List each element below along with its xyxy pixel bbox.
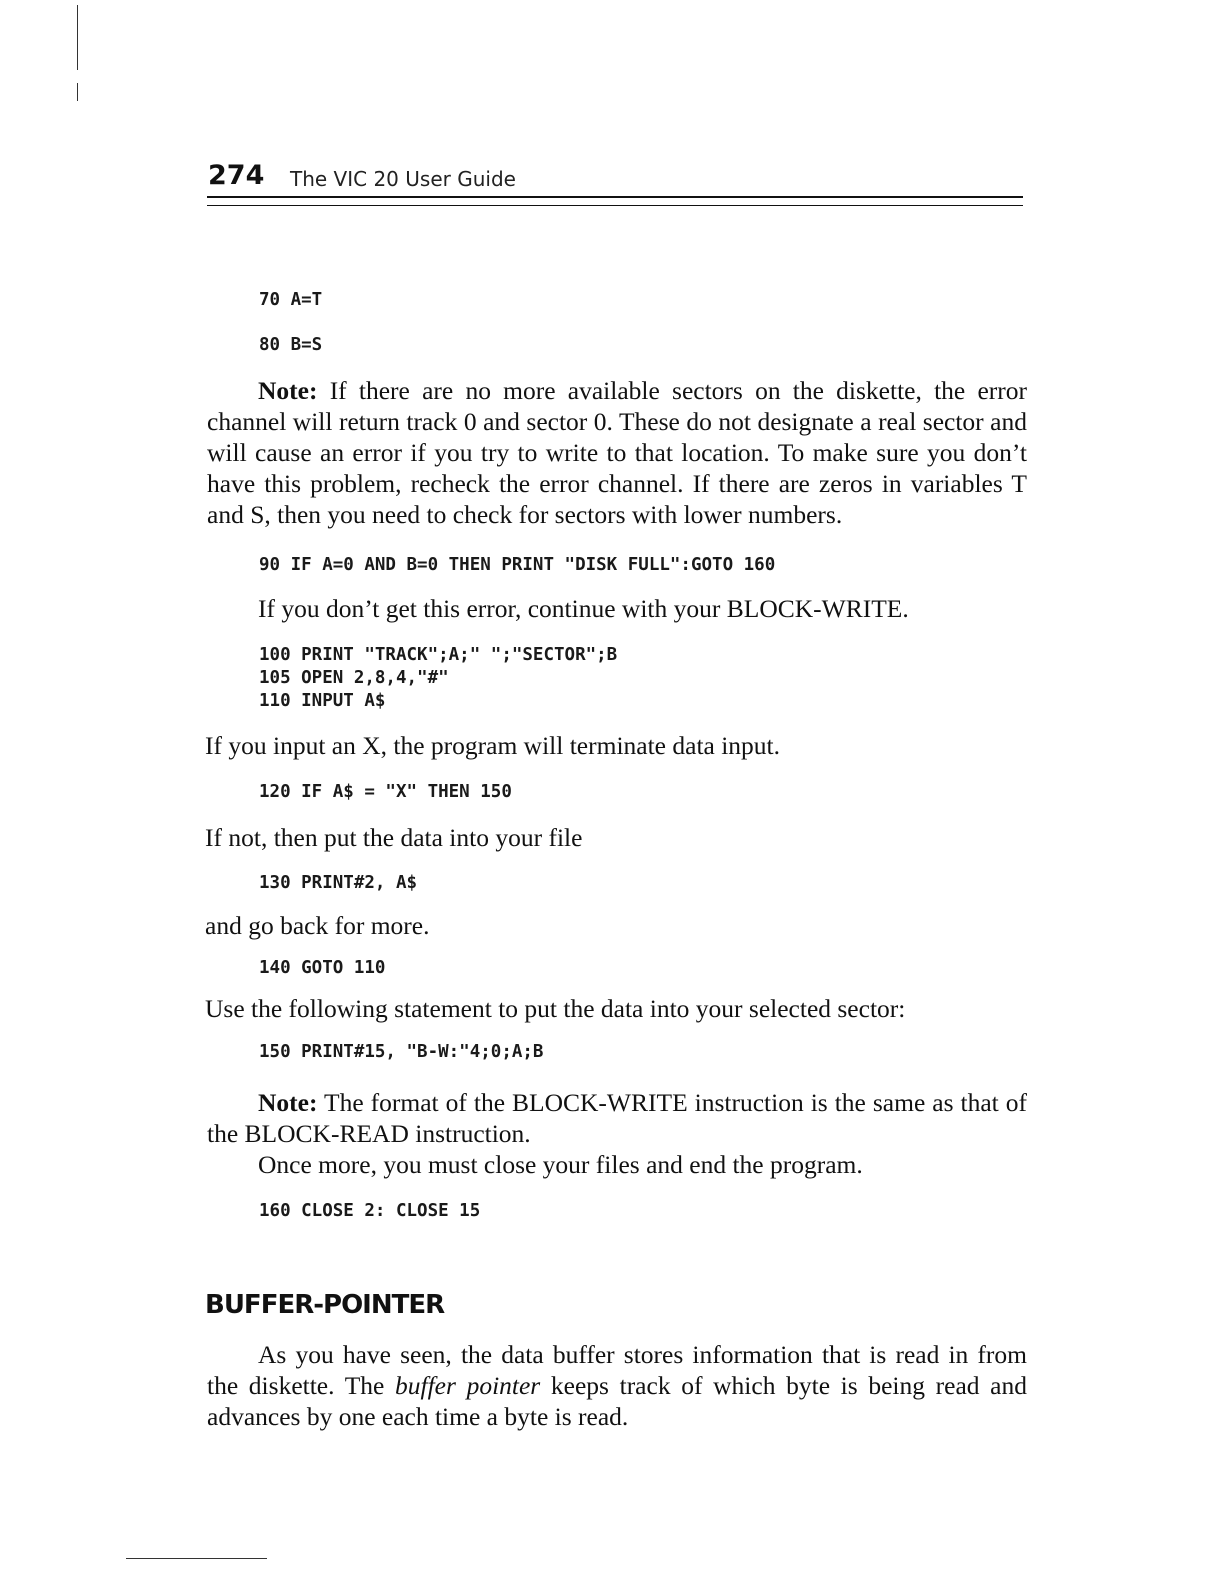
note-paragraph	[207, 375, 1027, 530]
code-line: 150 PRINT#15, "B-W:"4;0;A;B	[259, 1042, 544, 1062]
page-number: 274	[208, 160, 265, 191]
note-label: Note:	[258, 1088, 318, 1117]
paragraph: Once more, you must close your files and end the program.	[258, 1150, 863, 1179]
running-title: The VIC 20 User Guide	[290, 167, 516, 191]
paragraph: and go back for more.	[205, 911, 430, 940]
code-line: 70 A=T	[259, 290, 323, 310]
code-line: 90 IF A=0 AND B=0 THEN PRINT "DISK FULL":GOTO 160	[259, 555, 776, 575]
footer-rule	[126, 1558, 267, 1559]
code-block: 100 PRINT "TRACK";A;" ";"SECTOR";B 105 OPEN 2,8,4,"#" 110 INPUT A$	[259, 645, 618, 711]
note-text: The format of the BLOCK-WRITE instruction is the same as that of the BLOCK-READ instruction.	[207, 1088, 1027, 1148]
note-text: If there are no more available sectors on the diskette, the error channel will return track 0 and sector 0. These do not designate a real sector and will cause an error if you try to write to that location. To make sure you don’t have this problem, recheck the error channel. If there are zeros in variables T and S, then you need to check for sectors with lower numbers.	[207, 376, 1027, 529]
paragraph: If you input an X, the program will terminate data input.	[205, 731, 781, 760]
code-line: 80 B=S	[259, 335, 323, 355]
code-line: 140 GOTO 110	[259, 958, 386, 978]
paragraph: Use the following statement to put the data into your selected sector:	[205, 994, 906, 1023]
section-heading: BUFFER-POINTER	[205, 1290, 445, 1320]
paragraph	[207, 1339, 1027, 1432]
header-rule	[207, 196, 1023, 198]
paragraph: If not, then put the data into your file	[205, 823, 583, 852]
text: keeps track of which byte is being read and advances by one each time a byte is read.	[207, 1371, 1027, 1431]
header-rule	[207, 205, 1023, 206]
text: As you have seen, the data buffer stores information that is read in from the diskette. The	[207, 1340, 1027, 1400]
emphasis: buffer pointer	[395, 1371, 541, 1400]
scan-margin-line	[77, 5, 78, 70]
paragraph: If you don’t get this error, continue with your BLOCK-WRITE.	[258, 594, 909, 623]
scan-margin-line	[77, 83, 78, 101]
note-label: Note:	[258, 376, 318, 405]
code-line: 120 IF A$ = "X" THEN 150	[259, 782, 512, 802]
code-line: 160 CLOSE 2: CLOSE 15	[259, 1201, 481, 1221]
code-line: 130 PRINT#2, A$	[259, 873, 418, 893]
note-paragraph	[207, 1087, 1027, 1149]
